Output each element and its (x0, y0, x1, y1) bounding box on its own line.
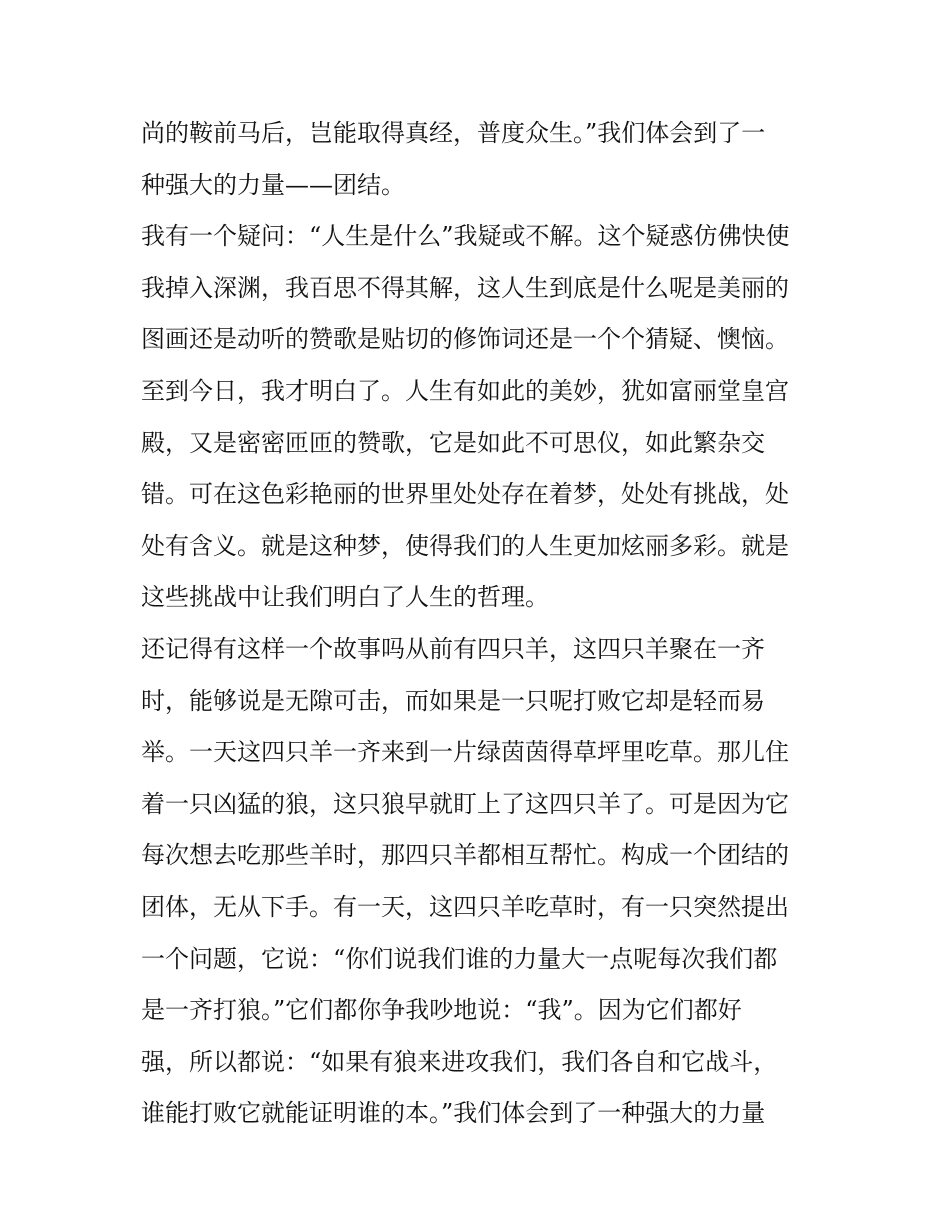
text-line-16: 团体，无从下手。有一天，这四只羊吃草时，有一只突然提出 (141, 892, 789, 921)
text-line-9: 处有含义。就是这种梦，使得我们的人生更加炫丽多彩。就是 (141, 531, 789, 560)
text-line-11: 还记得有这样一个故事吗从前有四只羊，这四只羊聚在一齐 (141, 634, 765, 663)
text-line-12: 时，能够说是无隙可击，而如果是一只呢打败它却是轻而易 (141, 686, 765, 715)
text-line-18: 是一齐打狼。”它们都你争我吵地说：“我”。因为它们都好 (141, 996, 742, 1025)
text-line-1: 尚的鞍前马后，岂能取得真经，普度众生。”我们体会到了一 (141, 119, 766, 147)
text-line-15: 每次想去吃那些羊时，那四只羊都相互帮忙。构成一个团结的 (141, 841, 789, 870)
text-line-14: 着一只凶猛的狼，这只狼早就盯上了这四只羊了。可是因为它 (141, 789, 789, 818)
text-line-4: 我掉入深渊，我百思不得其解，这人生到底是什么呢是美丽的 (141, 273, 789, 302)
text-line-7: 殿，又是密密匝匝的赞歌，它是如此不可思仪，如此繁杂交 (141, 428, 765, 457)
text-line-2: 种强大的力量——团结。 (141, 170, 405, 199)
text-line-19: 强，所以都说：“如果有狼来进攻我们，我们各自和它战斗， (141, 1047, 778, 1076)
text-line-10: 这些挑战中让我们明白了人生的哲理。 (141, 583, 549, 612)
text-line-13: 举。一天这四只羊一齐来到一片绿茵茵得草坪里吃草。那儿住 (141, 738, 789, 767)
text-line-6: 至到今日，我才明白了。人生有如此的美妙，犹如富丽堂皇宫 (141, 376, 789, 405)
text-line-8: 错。可在这色彩艳丽的世界里处处存在着梦，处处有挑战，处 (141, 480, 789, 509)
text-line-5: 图画还是动听的赞歌是贴切的修饰词还是一个个猜疑、懊恼。 (141, 325, 789, 354)
text-line-17: 一个问题，它说：“你们说我们谁的力量大一点呢每次我们都 (141, 944, 778, 973)
body-text (141, 108, 821, 1140)
text-line-3: 我有一个疑问：“人生是什么”我疑或不解。这个疑惑仿佛快使 (141, 222, 790, 251)
text-line-20: 谁能打败它就能证明谁的本。”我们体会到了一种强大的力量 (141, 1099, 766, 1128)
